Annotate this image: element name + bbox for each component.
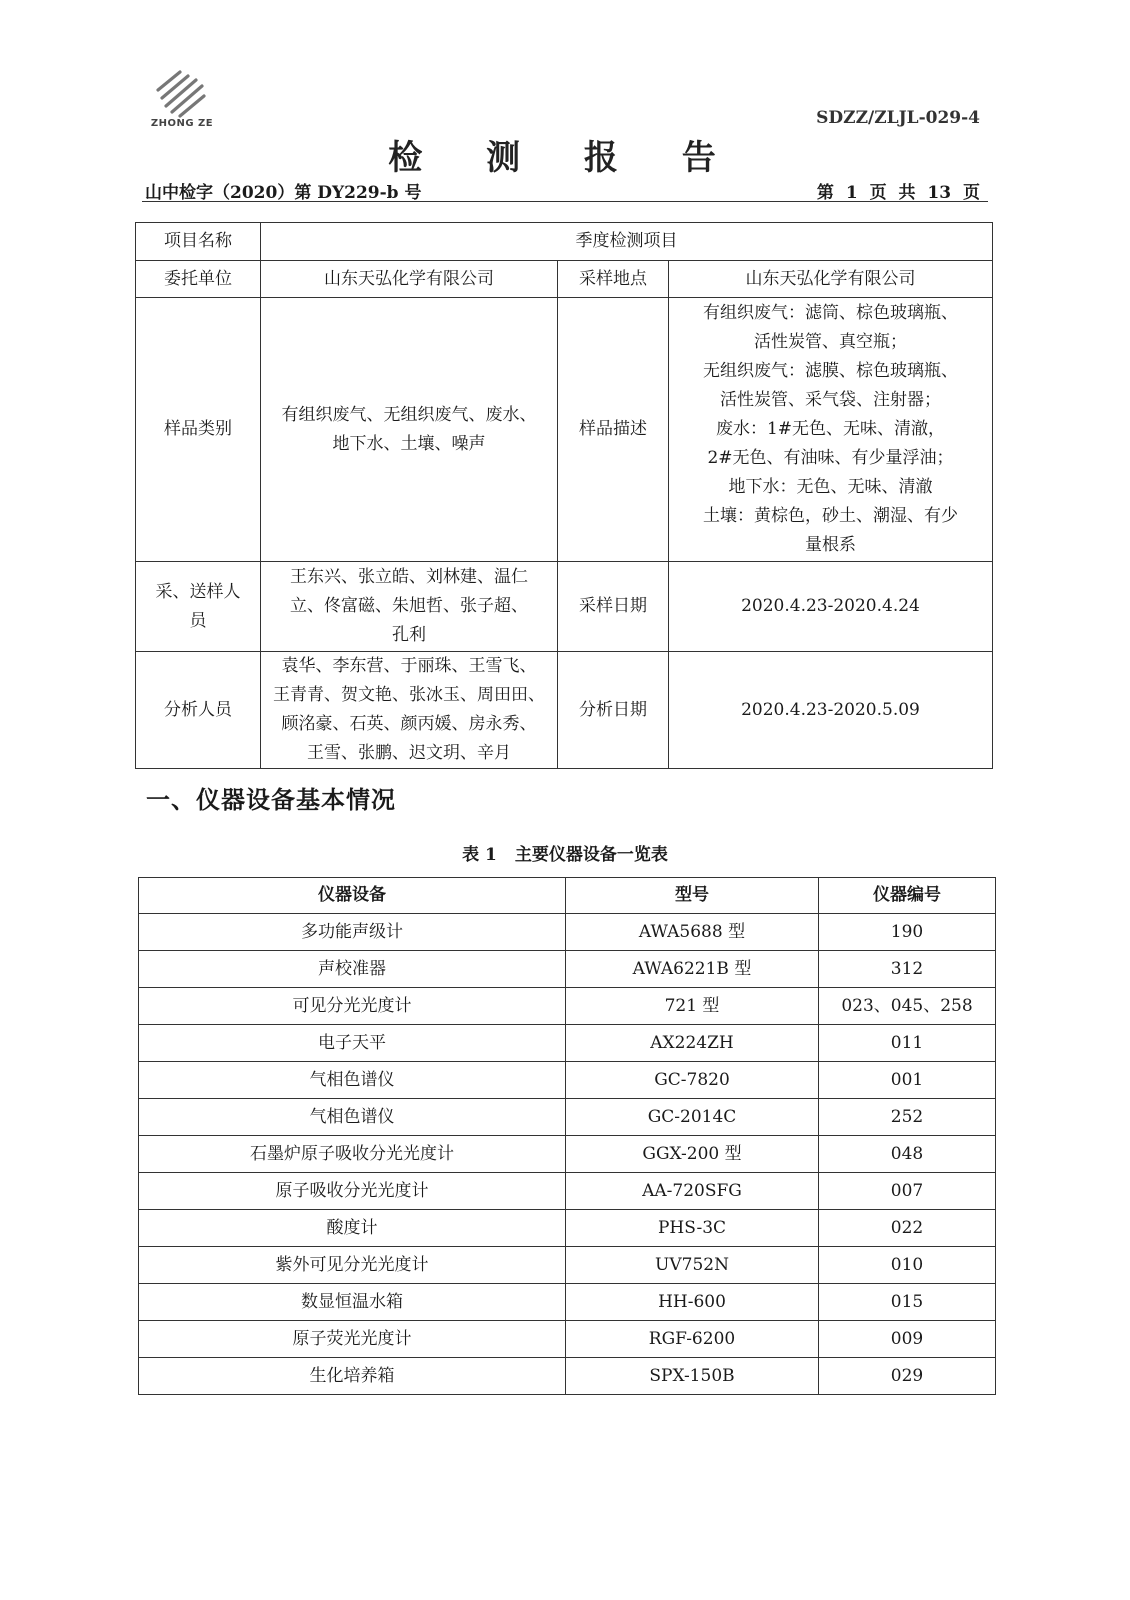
table-row: [139, 1210, 996, 1247]
table-row: [136, 223, 993, 261]
equipment-name-cell: 数显恒温水箱: [139, 1284, 566, 1321]
text-line: 采、送样人: [155, 581, 241, 602]
table-row: [139, 914, 996, 951]
sample-category-value: [261, 298, 558, 562]
table-row: [139, 1173, 996, 1210]
serial-number-cell: 011: [819, 1025, 996, 1062]
sampling-site-label: 采样地点: [558, 261, 669, 298]
serial-number-cell: 190: [819, 914, 996, 951]
sampling-site-value: 山东天弘化学有限公司: [669, 261, 993, 298]
table-row: [139, 1247, 996, 1284]
model-cell: AWA6221B 型: [566, 951, 819, 988]
table-row: [139, 1099, 996, 1136]
table-caption-text: 主要仪器设备一览表: [514, 845, 668, 865]
model-cell: AA-720SFG: [566, 1173, 819, 1210]
text-line: 地下水：无色、无味、清澈: [728, 477, 933, 497]
text-line: 王青青、贺文艳、张冰玉、周田田、: [273, 685, 545, 705]
table-row: [139, 1358, 996, 1395]
text-line: 员: [189, 610, 207, 631]
text-line: 土壤：黄棕色，砂土、潮湿、有少: [703, 506, 958, 526]
section-heading: 一、仪器设备基本情况: [146, 786, 396, 814]
equipment-table: [138, 877, 996, 1395]
analysis-date-value: 2020.4.23-2020.5.09: [669, 652, 993, 769]
text-line: 地下水、土壤、噪声: [332, 433, 486, 454]
equipment-name-cell: 气相色谱仪: [139, 1099, 566, 1136]
table-row: [136, 652, 993, 769]
sampler-value: [261, 562, 558, 652]
model-cell: GGX-200 型: [566, 1136, 819, 1173]
report-number: 山中检字（2020）第 DY229-b 号: [145, 183, 422, 203]
table-row: [136, 562, 993, 652]
model-cell: HH-600: [566, 1284, 819, 1321]
equipment-name-cell: 生化培养箱: [139, 1358, 566, 1395]
text-line: 王东兴、张立皓、刘林建、温仁: [290, 567, 528, 587]
model-cell: 721 型: [566, 988, 819, 1025]
text-line: 活性炭管、真空瓶；: [754, 332, 907, 352]
model-cell: GC-2014C: [566, 1099, 819, 1136]
equipment-name-cell: 原子吸收分光光度计: [139, 1173, 566, 1210]
analysis-date-label: 分析日期: [558, 652, 669, 769]
sample-category-label: 样品类别: [136, 298, 261, 562]
analyst-label: 分析人员: [136, 652, 261, 769]
text-line: 活性炭管、采气袋、注射器；: [720, 390, 941, 410]
text-line: 袁华、李东营、于丽珠、王雪飞、: [281, 656, 537, 676]
serial-number-cell: 029: [819, 1358, 996, 1395]
equipment-name-cell: 可见分光光度计: [139, 988, 566, 1025]
client-label: 委托单位: [136, 261, 261, 298]
equipment-table-body: [139, 914, 996, 1395]
client-value: 山东天弘化学有限公司: [261, 261, 558, 298]
equipment-name-cell: 酸度计: [139, 1210, 566, 1247]
report-info-table: [135, 222, 993, 769]
table-row: [139, 1062, 996, 1099]
project-name-value: 季度检测项目: [261, 223, 993, 261]
table-header-row: [139, 878, 996, 914]
table-row: [139, 1284, 996, 1321]
page-number: 第 1 页 共 13 页: [816, 183, 980, 203]
model-cell: RGF-6200: [566, 1321, 819, 1358]
serial-number-cell: 022: [819, 1210, 996, 1247]
text-line: 有组织废气、无组织废气、废水、: [281, 404, 537, 425]
equipment-name-cell: 原子荧光光度计: [139, 1321, 566, 1358]
text-line: 孔利: [392, 625, 426, 645]
serial-number-cell: 010: [819, 1247, 996, 1284]
logo-mark-icon: [150, 68, 210, 118]
header-divider: [142, 201, 988, 202]
equipment-name-cell: 紫外可见分光光度计: [139, 1247, 566, 1284]
text-line: 无组织废气：滤膜、棕色玻璃瓶、: [703, 361, 958, 381]
company-logo: [142, 68, 222, 136]
serial-number-cell: 015: [819, 1284, 996, 1321]
model-cell: GC-7820: [566, 1062, 819, 1099]
text-line: 有组织废气：滤筒、棕色玻璃瓶、: [703, 303, 958, 323]
sampling-date-value: 2020.4.23-2020.4.24: [669, 562, 993, 652]
serial-number-cell: 009: [819, 1321, 996, 1358]
serial-number-cell: 048: [819, 1136, 996, 1173]
serial-number-cell: 312: [819, 951, 996, 988]
serial-number-cell: 001: [819, 1062, 996, 1099]
table-caption-number: 表 1: [462, 845, 497, 865]
text-line: 王雪、张鹏、迟文玥、辛月: [307, 743, 511, 763]
table-row: [139, 988, 996, 1025]
table-row: [136, 261, 993, 298]
table-row: [136, 298, 993, 562]
equipment-name-cell: 石墨炉原子吸收分光光度计: [139, 1136, 566, 1173]
analyst-value: [261, 652, 558, 769]
sampler-label: [136, 562, 261, 652]
model-cell: SPX-150B: [566, 1358, 819, 1395]
text-line: 顾洺豪、石英、颜丙媛、房永秀、: [281, 714, 537, 734]
equipment-name-cell: 声校准器: [139, 951, 566, 988]
model-cell: AX224ZH: [566, 1025, 819, 1062]
equipment-name-cell: 气相色谱仪: [139, 1062, 566, 1099]
table-row: [139, 1025, 996, 1062]
text-line: 废水：1#无色、无味、清澈，: [715, 419, 946, 439]
column-header: 仪器编号: [819, 878, 996, 914]
column-header: 型号: [566, 878, 819, 914]
model-cell: AWA5688 型: [566, 914, 819, 951]
project-name-label: 项目名称: [136, 223, 261, 261]
logo-text: ZHONG ZE: [150, 118, 214, 129]
table-row: [139, 1321, 996, 1358]
page-title: 检 测 报 告: [388, 138, 742, 178]
model-cell: PHS-3C: [566, 1210, 819, 1247]
column-header: 仪器设备: [139, 878, 566, 914]
text-line: 量根系: [805, 535, 856, 555]
equipment-name-cell: 多功能声级计: [139, 914, 566, 951]
table-row: [139, 1136, 996, 1173]
text-line: 立、佟富磁、朱旭哲、张子超、: [290, 596, 528, 616]
sample-description-label: 样品描述: [558, 298, 669, 562]
table-caption: [0, 840, 1130, 865]
serial-number-cell: 023、045、258: [819, 988, 996, 1025]
document-code: SDZZ/ZLJL-029-4: [816, 108, 980, 128]
equipment-name-cell: 电子天平: [139, 1025, 566, 1062]
serial-number-cell: 252: [819, 1099, 996, 1136]
table-row: [139, 951, 996, 988]
serial-number-cell: 007: [819, 1173, 996, 1210]
text-line: 2#无色、有油味、有少量浮油；: [707, 448, 954, 468]
model-cell: UV752N: [566, 1247, 819, 1284]
sampling-date-label: 采样日期: [558, 562, 669, 652]
sample-description-value: [669, 298, 993, 562]
